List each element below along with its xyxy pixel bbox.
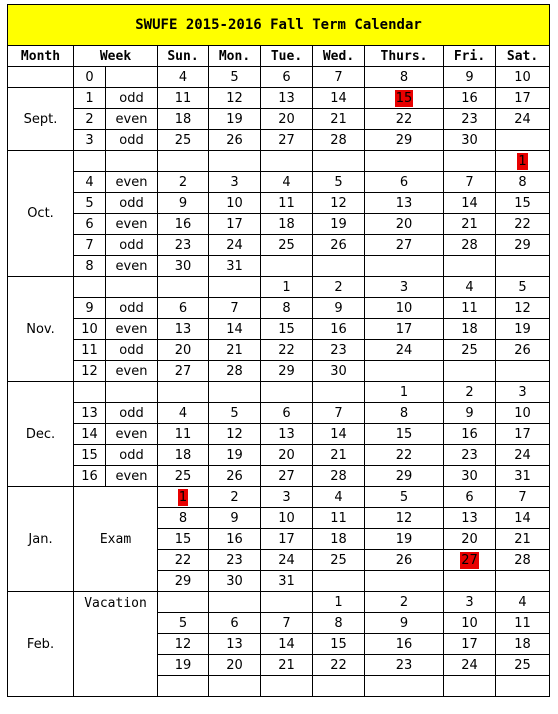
day-cell-wed: 9 — [313, 298, 365, 319]
day-cell-wed — [313, 382, 365, 403]
day-cell-thurs: 17 — [365, 319, 444, 340]
week-parity: even — [106, 424, 158, 445]
day-cell-thurs: 26 — [365, 550, 444, 571]
week-row — [8, 277, 550, 298]
day-cell-wed: 8 — [313, 613, 365, 634]
day-cell-sat — [496, 130, 550, 151]
day-cell-tue: 18 — [261, 214, 313, 235]
day-cell-tue — [261, 151, 313, 172]
week-parity: odd — [106, 403, 158, 424]
vacation-label: Vacation — [74, 592, 158, 697]
day-cell-wed — [313, 151, 365, 172]
week-parity: odd — [106, 298, 158, 319]
day-cell-tue: 20 — [261, 445, 313, 466]
day-cell-tue: 27 — [261, 130, 313, 151]
week-row — [8, 403, 550, 424]
day-cell-thurs: 13 — [365, 193, 444, 214]
day-cell-sat: 10 — [496, 67, 550, 88]
month-label — [8, 67, 74, 88]
day-cell-sun: 20 — [158, 340, 209, 361]
day-cell-wed: 11 — [313, 508, 365, 529]
day-cell-sun: 25 — [158, 130, 209, 151]
day-cell-thurs: 16 — [365, 634, 444, 655]
week-parity: odd — [106, 340, 158, 361]
day-cell-sat: 8 — [496, 172, 550, 193]
day-cell-sat: 19 — [496, 319, 550, 340]
day-cell-thurs: 20 — [365, 214, 444, 235]
week-parity — [106, 151, 158, 172]
day-cell-sun: 16 — [158, 214, 209, 235]
week-number: 16 — [74, 466, 106, 487]
highlighted-date: 15 — [395, 90, 413, 106]
day-cell-fri: 4 — [444, 277, 496, 298]
day-cell-tue: 11 — [261, 193, 313, 214]
day-cell-mon: 12 — [209, 424, 261, 445]
week-parity: odd — [106, 235, 158, 256]
day-cell-mon: 21 — [209, 340, 261, 361]
day-cell-mon: 7 — [209, 298, 261, 319]
day-cell-wed: 21 — [313, 109, 365, 130]
day-cell-fri — [444, 550, 496, 571]
day-cell-sat: 18 — [496, 634, 550, 655]
day-cell-wed — [313, 571, 365, 592]
day-cell-thurs: 5 — [365, 487, 444, 508]
day-cell-tue: 3 — [261, 487, 313, 508]
week-parity: even — [106, 109, 158, 130]
week-row — [8, 319, 550, 340]
day-cell-mon: 5 — [209, 403, 261, 424]
day-cell-sat: 12 — [496, 298, 550, 319]
day-cell-thurs — [365, 571, 444, 592]
exam-label: Exam — [74, 487, 158, 592]
day-cell-thurs — [365, 88, 444, 109]
highlighted-date: 27 — [461, 552, 478, 568]
day-cell-wed: 5 — [313, 172, 365, 193]
day-cell-sat: 14 — [496, 508, 550, 529]
day-cell-sun: 25 — [158, 466, 209, 487]
day-cell-sat: 29 — [496, 235, 550, 256]
day-cell-thurs: 2 — [365, 592, 444, 613]
day-cell-thurs: 1 — [365, 382, 444, 403]
day-cell-tue — [261, 676, 313, 697]
day-cell-fri: 16 — [444, 424, 496, 445]
day-cell-tue — [261, 256, 313, 277]
week-row — [8, 172, 550, 193]
day-cell-sun — [158, 487, 209, 508]
day-cell-mon: 20 — [209, 655, 261, 676]
week-parity: even — [106, 214, 158, 235]
day-cell-wed: 22 — [313, 655, 365, 676]
day-cell-fri: 6 — [444, 487, 496, 508]
week-row — [8, 592, 550, 613]
week-parity — [106, 382, 158, 403]
day-cell-fri: 11 — [444, 298, 496, 319]
day-cell-thurs — [365, 676, 444, 697]
day-cell-sun — [158, 277, 209, 298]
week-row — [8, 88, 550, 109]
week-row — [8, 445, 550, 466]
day-cell-fri: 25 — [444, 340, 496, 361]
header-wed: Wed. — [313, 46, 365, 67]
week-parity: odd — [106, 193, 158, 214]
day-cell-tue: 6 — [261, 403, 313, 424]
week-row — [8, 466, 550, 487]
day-cell-wed: 15 — [313, 634, 365, 655]
day-cell-sat — [496, 676, 550, 697]
day-cell-thurs: 24 — [365, 340, 444, 361]
day-cell-fri: 16 — [444, 88, 496, 109]
day-cell-sat: 5 — [496, 277, 550, 298]
week-parity — [106, 277, 158, 298]
day-cell-mon: 6 — [209, 613, 261, 634]
day-cell-wed: 4 — [313, 487, 365, 508]
day-cell-tue: 25 — [261, 235, 313, 256]
week-row — [8, 109, 550, 130]
day-cell-wed: 1 — [313, 592, 365, 613]
day-cell-wed: 14 — [313, 424, 365, 445]
day-cell-sun: 4 — [158, 67, 209, 88]
week-number: 1 — [74, 88, 106, 109]
week-parity: even — [106, 256, 158, 277]
day-cell-sun — [158, 382, 209, 403]
day-cell-tue: 13 — [261, 88, 313, 109]
week-number: 10 — [74, 319, 106, 340]
day-cell-fri: 7 — [444, 172, 496, 193]
day-cell-mon: 2 — [209, 487, 261, 508]
week-row — [8, 151, 550, 172]
day-cell-sat: 31 — [496, 466, 550, 487]
week-row — [8, 130, 550, 151]
day-cell-sat: 17 — [496, 88, 550, 109]
day-cell-fri: 17 — [444, 634, 496, 655]
day-cell-mon: 16 — [209, 529, 261, 550]
week-number: 13 — [74, 403, 106, 424]
day-cell-thurs — [365, 361, 444, 382]
day-cell-mon: 9 — [209, 508, 261, 529]
day-cell-sat — [496, 361, 550, 382]
day-cell-sat: 22 — [496, 214, 550, 235]
header-thurs: Thurs. — [365, 46, 444, 67]
day-cell-tue: 22 — [261, 340, 313, 361]
week-number: 14 — [74, 424, 106, 445]
day-cell-thurs: 8 — [365, 403, 444, 424]
day-cell-mon: 23 — [209, 550, 261, 571]
day-cell-tue: 13 — [261, 424, 313, 445]
week-parity: even — [106, 172, 158, 193]
day-cell-tue: 8 — [261, 298, 313, 319]
day-cell-mon: 10 — [209, 193, 261, 214]
day-cell-sat: 4 — [496, 592, 550, 613]
day-cell-tue — [261, 592, 313, 613]
calendar-wrapper — [7, 4, 550, 697]
week-parity: even — [106, 466, 158, 487]
day-cell-sun: 8 — [158, 508, 209, 529]
day-cell-sun: 22 — [158, 550, 209, 571]
week-number — [74, 151, 106, 172]
week-parity — [106, 67, 158, 88]
day-cell-mon: 12 — [209, 88, 261, 109]
day-cell-sat: 25 — [496, 655, 550, 676]
week-number: 12 — [74, 361, 106, 382]
day-cell-thurs: 8 — [365, 67, 444, 88]
day-cell-thurs: 3 — [365, 277, 444, 298]
day-cell-fri: 13 — [444, 508, 496, 529]
day-cell-sun: 11 — [158, 424, 209, 445]
highlighted-date: 1 — [518, 153, 527, 169]
day-cell-tue: 4 — [261, 172, 313, 193]
day-cell-tue: 24 — [261, 550, 313, 571]
week-number: 0 — [74, 67, 106, 88]
day-cell-fri: 18 — [444, 319, 496, 340]
day-cell-thurs: 19 — [365, 529, 444, 550]
day-cell-wed: 2 — [313, 277, 365, 298]
day-cell-tue: 10 — [261, 508, 313, 529]
day-cell-thurs: 6 — [365, 172, 444, 193]
day-cell-wed: 26 — [313, 235, 365, 256]
day-cell-fri: 23 — [444, 445, 496, 466]
week-number: 9 — [74, 298, 106, 319]
week-row — [8, 340, 550, 361]
day-cell-wed: 16 — [313, 319, 365, 340]
day-cell-fri: 21 — [444, 214, 496, 235]
day-cell-tue: 14 — [261, 634, 313, 655]
day-cell-thurs: 29 — [365, 466, 444, 487]
week-number: 11 — [74, 340, 106, 361]
week-row — [8, 487, 550, 508]
day-cell-wed: 23 — [313, 340, 365, 361]
day-cell-mon: 19 — [209, 445, 261, 466]
day-cell-fri: 24 — [444, 655, 496, 676]
day-cell-sat: 11 — [496, 613, 550, 634]
day-cell-thurs: 27 — [365, 235, 444, 256]
day-cell-sun: 29 — [158, 571, 209, 592]
day-cell-sat: 17 — [496, 424, 550, 445]
day-cell-fri: 9 — [444, 67, 496, 88]
day-cell-wed — [313, 676, 365, 697]
day-cell-wed: 12 — [313, 193, 365, 214]
day-cell-mon — [209, 382, 261, 403]
day-cell-sat: 26 — [496, 340, 550, 361]
day-cell-mon — [209, 151, 261, 172]
day-cell-thurs: 12 — [365, 508, 444, 529]
day-cell-thurs: 23 — [365, 655, 444, 676]
day-cell-fri — [444, 151, 496, 172]
day-cell-mon: 5 — [209, 67, 261, 88]
day-cell-tue: 27 — [261, 466, 313, 487]
day-cell-mon: 24 — [209, 235, 261, 256]
day-cell-mon: 26 — [209, 466, 261, 487]
week-number: 5 — [74, 193, 106, 214]
day-cell-wed: 7 — [313, 403, 365, 424]
day-cell-sun: 13 — [158, 319, 209, 340]
day-cell-mon: 14 — [209, 319, 261, 340]
day-cell-mon: 26 — [209, 130, 261, 151]
day-cell-tue: 6 — [261, 67, 313, 88]
day-cell-tue: 17 — [261, 529, 313, 550]
month-label: Dec. — [8, 382, 74, 487]
day-cell-wed: 25 — [313, 550, 365, 571]
day-cell-wed: 7 — [313, 67, 365, 88]
day-cell-fri: 3 — [444, 592, 496, 613]
week-row — [8, 67, 550, 88]
day-cell-tue: 21 — [261, 655, 313, 676]
day-cell-mon: 13 — [209, 634, 261, 655]
week-parity: odd — [106, 445, 158, 466]
day-cell-thurs — [365, 151, 444, 172]
month-label: Feb. — [8, 592, 74, 697]
week-number: 4 — [74, 172, 106, 193]
day-cell-sat — [496, 256, 550, 277]
day-cell-sat: 24 — [496, 109, 550, 130]
day-cell-sun: 15 — [158, 529, 209, 550]
day-cell-tue — [261, 382, 313, 403]
day-cell-thurs: 29 — [365, 130, 444, 151]
day-cell-sat: 10 — [496, 403, 550, 424]
month-label: Sept. — [8, 88, 74, 151]
day-cell-mon — [209, 592, 261, 613]
day-cell-tue: 15 — [261, 319, 313, 340]
day-cell-fri: 9 — [444, 403, 496, 424]
week-row — [8, 382, 550, 403]
day-cell-mon: 19 — [209, 109, 261, 130]
day-cell-sun — [158, 592, 209, 613]
day-cell-fri: 30 — [444, 466, 496, 487]
header-row — [8, 46, 550, 67]
week-number — [74, 382, 106, 403]
month-label: Oct. — [8, 151, 74, 277]
day-cell-fri — [444, 571, 496, 592]
week-parity: odd — [106, 130, 158, 151]
week-row — [8, 424, 550, 445]
day-cell-thurs: 22 — [365, 109, 444, 130]
week-parity: even — [106, 361, 158, 382]
header-mon: Mon. — [209, 46, 261, 67]
day-cell-sat: 21 — [496, 529, 550, 550]
day-cell-sun: 18 — [158, 109, 209, 130]
day-cell-sun — [158, 676, 209, 697]
day-cell-mon — [209, 277, 261, 298]
day-cell-tue: 20 — [261, 109, 313, 130]
day-cell-tue: 29 — [261, 361, 313, 382]
day-cell-thurs: 10 — [365, 298, 444, 319]
header-tue: Tue. — [261, 46, 313, 67]
day-cell-sun: 4 — [158, 403, 209, 424]
day-cell-thurs — [365, 256, 444, 277]
week-parity: odd — [106, 88, 158, 109]
week-parity: even — [106, 319, 158, 340]
day-cell-fri: 14 — [444, 193, 496, 214]
header-sun: Sun. — [158, 46, 209, 67]
day-cell-sat: 15 — [496, 193, 550, 214]
day-cell-mon: 31 — [209, 256, 261, 277]
day-cell-wed — [313, 256, 365, 277]
day-cell-sun: 23 — [158, 235, 209, 256]
day-cell-wed: 28 — [313, 466, 365, 487]
day-cell-fri: 30 — [444, 130, 496, 151]
day-cell-wed: 30 — [313, 361, 365, 382]
day-cell-tue: 1 — [261, 277, 313, 298]
day-cell-sat — [496, 571, 550, 592]
day-cell-tue: 7 — [261, 613, 313, 634]
week-row — [8, 361, 550, 382]
month-label: Nov. — [8, 277, 74, 382]
day-cell-sun: 2 — [158, 172, 209, 193]
day-cell-sat: 24 — [496, 445, 550, 466]
week-number: 3 — [74, 130, 106, 151]
highlighted-date: 1 — [178, 489, 188, 505]
week-number: 15 — [74, 445, 106, 466]
header-month: Month — [8, 46, 74, 67]
week-number: 8 — [74, 256, 106, 277]
day-cell-tue: 31 — [261, 571, 313, 592]
week-row — [8, 235, 550, 256]
week-number: 7 — [74, 235, 106, 256]
day-cell-fri — [444, 361, 496, 382]
day-cell-fri: 2 — [444, 382, 496, 403]
day-cell-sun: 12 — [158, 634, 209, 655]
week-number: 2 — [74, 109, 106, 130]
day-cell-fri: 20 — [444, 529, 496, 550]
day-cell-wed: 19 — [313, 214, 365, 235]
day-cell-sun: 27 — [158, 361, 209, 382]
day-cell-thurs: 22 — [365, 445, 444, 466]
month-label: Jan. — [8, 487, 74, 592]
day-cell-sun: 11 — [158, 88, 209, 109]
day-cell-thurs: 9 — [365, 613, 444, 634]
day-cell-sat — [496, 151, 550, 172]
week-row — [8, 214, 550, 235]
week-row — [8, 256, 550, 277]
day-cell-fri: 10 — [444, 613, 496, 634]
day-cell-sun: 19 — [158, 655, 209, 676]
header-sat: Sat. — [496, 46, 550, 67]
header-fri: Fri. — [444, 46, 496, 67]
day-cell-sun: 18 — [158, 445, 209, 466]
day-cell-thurs: 15 — [365, 424, 444, 445]
day-cell-sat: 3 — [496, 382, 550, 403]
week-number: 6 — [74, 214, 106, 235]
day-cell-wed: 21 — [313, 445, 365, 466]
day-cell-sun — [158, 151, 209, 172]
day-cell-wed: 18 — [313, 529, 365, 550]
day-cell-fri — [444, 676, 496, 697]
day-cell-mon — [209, 676, 261, 697]
day-cell-sun: 30 — [158, 256, 209, 277]
day-cell-mon: 17 — [209, 214, 261, 235]
calendar-title: SWUFE 2015-2016 Fall Term Calendar — [8, 5, 550, 46]
week-number — [74, 277, 106, 298]
day-cell-mon: 28 — [209, 361, 261, 382]
term-calendar-table — [7, 4, 550, 697]
day-cell-mon: 3 — [209, 172, 261, 193]
day-cell-fri — [444, 256, 496, 277]
day-cell-sun: 9 — [158, 193, 209, 214]
day-cell-fri: 28 — [444, 235, 496, 256]
day-cell-sun: 6 — [158, 298, 209, 319]
day-cell-wed: 28 — [313, 130, 365, 151]
title-row — [8, 5, 550, 46]
day-cell-sat: 7 — [496, 487, 550, 508]
day-cell-sat: 28 — [496, 550, 550, 571]
day-cell-sun: 5 — [158, 613, 209, 634]
day-cell-fri: 23 — [444, 109, 496, 130]
week-row — [8, 193, 550, 214]
header-week: Week — [74, 46, 158, 67]
day-cell-mon: 30 — [209, 571, 261, 592]
day-cell-wed: 14 — [313, 88, 365, 109]
week-row — [8, 298, 550, 319]
